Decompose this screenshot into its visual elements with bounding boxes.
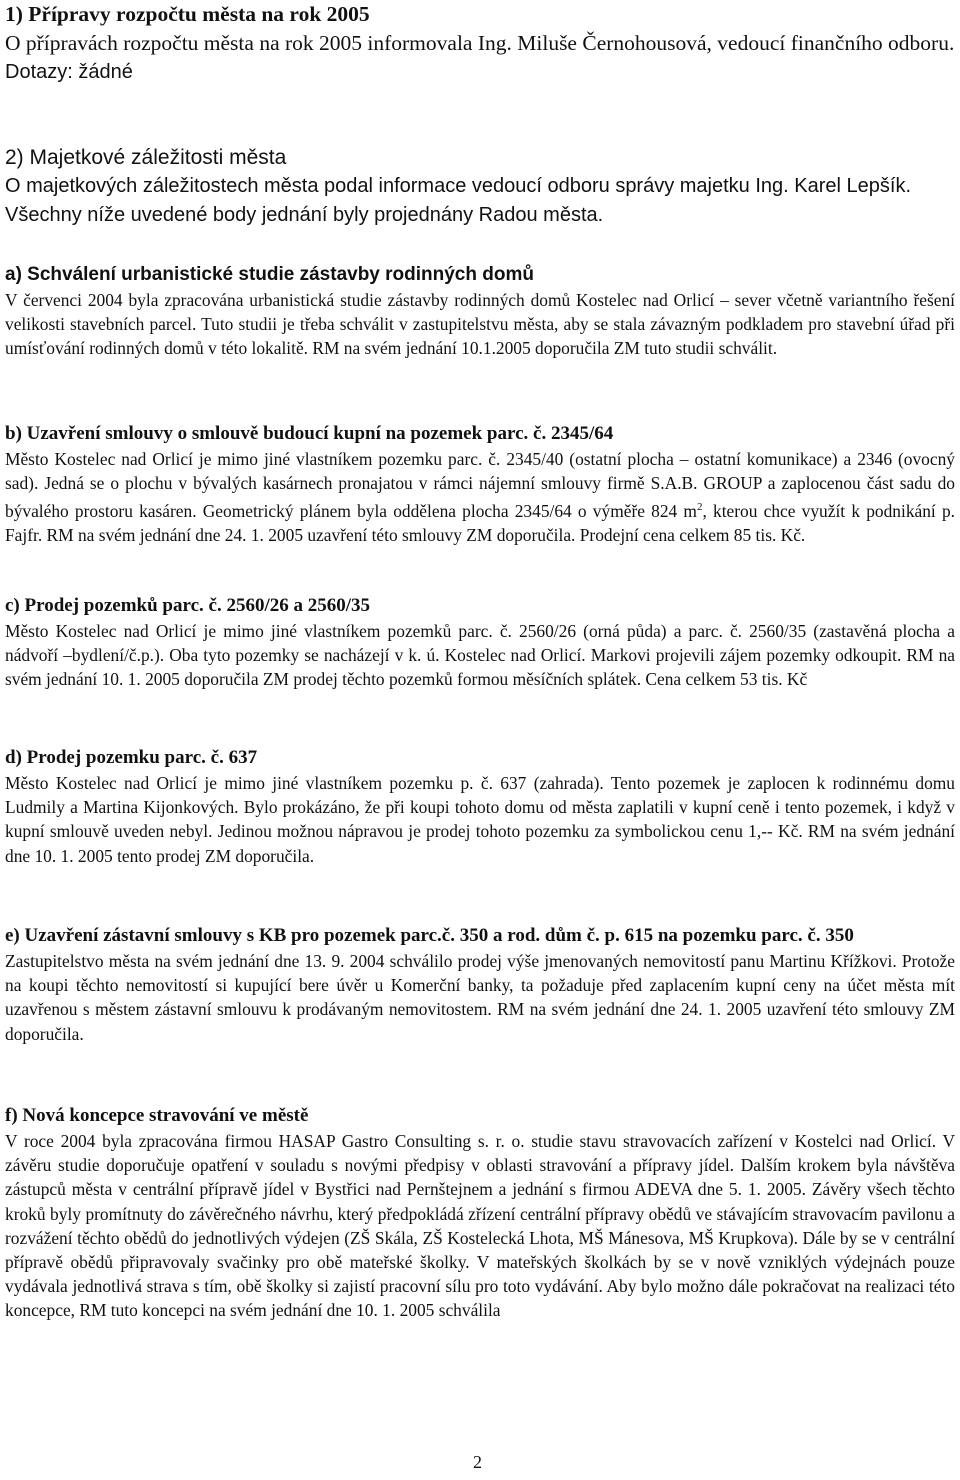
item-text — [5, 447, 955, 548]
item-text: V červenci 2004 byla zpracována urbanistická studie zástavby rodinných domů Kostelec nad Orlicí – sever včetně variantního řešení velikosti stavebních parcel. Tuto studii je třeba schválit v zastupitelstvu města, aby se stala závazným podkladem pro stavební úřad při umísťování rodinných domů v této lokalitě. RM na svém jednání 10.1.2005 doporučila ZM tuto studii schválit. — [5, 290, 955, 359]
item-text: Město Kostelec nad Orlicí je mimo jiné vlastníkem pozemků parc. č. 2560/26 (orná půda) a parc. č. 2560/35 (zastavěná plocha a nádvoří –bydlení/č.p.). Oba tyto pozemky se nacházejí v k. ú. Kostelec nad Orlicí. Markovi projevili zájem pozemky odkoupit. RM na svém jednání 10. 1. 2005 doporučila ZM prodej těchto pozemků formou měsíčních splátek. Cena celkem 53 tis. Kč — [5, 621, 955, 690]
item-heading: e) Uzavření zástavní smlouvy s KB pro pozemek parc.č. 350 a rod. dům č. p. 615 na pozemku parc. č. 350 — [5, 925, 854, 946]
item-text: Město Kostelec nad Orlicí je mimo jiné vlastníkem pozemku p. č. 637 (zahrada). Tento pozemek je zaplocen k rodinnému domu Ludmily a Martina Kijonkových. Bylo prokázáno, že při koupi tohoto domu od města zaplatili v kupní ceně i tento pozemek, i když v kupní smlouvě uveden nebyl. Jedinou možnou nápravou je prodej tohoto pozemku za symbolickou cenu 1,-- Kč. RM na svém jednání dne 10. 1. 2005 tento prodej ZM doporučila. — [5, 773, 955, 866]
item-f — [5, 1103, 955, 1323]
item-c — [5, 593, 955, 692]
superscript: 2 — [696, 501, 703, 514]
page-number: 2 — [473, 1452, 482, 1472]
item-b — [5, 421, 955, 548]
item-a — [5, 262, 955, 361]
item-heading: a) Schválení urbanistické studie zástavby rodinných domů — [5, 264, 534, 285]
section-budget — [5, 0, 955, 87]
item-d — [5, 745, 955, 868]
section-heading: 2) Majetkové záležitosti města — [5, 146, 287, 169]
section-text: O majetkových záležitostech města podal informace vedoucí odboru správy majetku Ing. Karel Lepšík. Všechny níže uvedené body jednání byly projednány Radou města. — [5, 175, 912, 226]
item-text: Zastupitelstvo města na svém jednání dne 13. 9. 2004 schválilo prodej výše jmenovaných nemovitostí panu Martinu Křížkovi. Protože na koupi těchto nemovitostí si kupující bere úvěr u Komerční banky, ta požaduje před zaplacením kupní ceny na účet města mít uzavřenou s městem zástavní smlouvu k prodávaným nemovitostem. RM na svém jednání dne 24. 1. 2005 uzavření této smlouvy ZM doporučila. — [5, 951, 955, 1044]
item-heading: b) Uzavření smlouvy o smlouvě budoucí kupní na pozemek parc. č. 2345/64 — [5, 423, 614, 444]
item-e — [5, 923, 955, 1046]
item-heading: f) Nová koncepce stravování ve městě — [5, 1105, 309, 1126]
queries-line: Dotazy: žádné — [5, 61, 133, 83]
item-text: V roce 2004 byla zpracována firmou HASAP Gastro Consulting s. r. o. studie stavu stravovacích zařízení v Kostelci nad Orlicí. V závěru studie doporučuje opatření v souladu s novými předpisy v oblasti stravování a přípravy jídel. Dalším krokem byla návštěva zástupců města v centrální přípravě jídel v Bystřici nad Pernštejnem a jednání s firmou ADEVA dne 5. 1. 2005. Závěry všech těchto kroků byly promítnuty do závěrečného návrhu, který předpokládá zřízení centrální přípravy obědů ve stávajícím stravovacím pavilonu a rozvážení těchto obědů do jednotlivých výdejen (ZŠ Skála, ZŠ Kostelecká Lhota, MŠ Mánesova, MŠ Krupkova). Dále by se v centrální přípravě obědů připravovaly svačinky pro obě mateřské školky. V mateřských školkách by se v nově vzniklých výdejnách pouze vydávala jednotlivá strava s tím, obě školky si zajistí pracovní sílu pro toto vydávání. Aby bylo možno dále pokračovat na realizaci této koncepce, RM tuto koncepci na svém jednání dne 10. 1. 2005 schválila — [5, 1131, 955, 1321]
section-text: O přípravách rozpočtu města na rok 2005 informovala Ing. Miluše Černohousová, vedoucí finančního odboru. — [5, 31, 955, 55]
item-heading: c) Prodej pozemků parc. č. 2560/26 a 2560/35 — [5, 595, 371, 616]
item-text-rest: , kterou chce využít k podnikání p. Fajfr. RM na svém jednání dne 24. 1. 2005 uzavření této smlouvy ZM doporučila. Prodejní cena celkem 85 tis. Kč. — [5, 501, 955, 546]
section-heading: 1) Přípravy rozpočtu města na rok 2005 — [5, 2, 370, 26]
item-heading: d) Prodej pozemku parc. č. 637 — [5, 747, 258, 768]
item-text-main: Město Kostelec nad Orlicí je mimo jiné vlastníkem pozemku parc. č. 2345/40 (ostatní plocha – ostatní komunikace) a 2346 (ovocný sad). Jedná se o plochu v bývalých kasárnech pronajatou v rámci nájemní smlouvy firmě S.A.B. GROUP a zaplocenou část sadu do bývalého prostoru kasáren. Geometrický plánem byla oddělena plocha 2345/64 o výměře 824 m — [5, 449, 955, 522]
section-property — [5, 143, 955, 230]
